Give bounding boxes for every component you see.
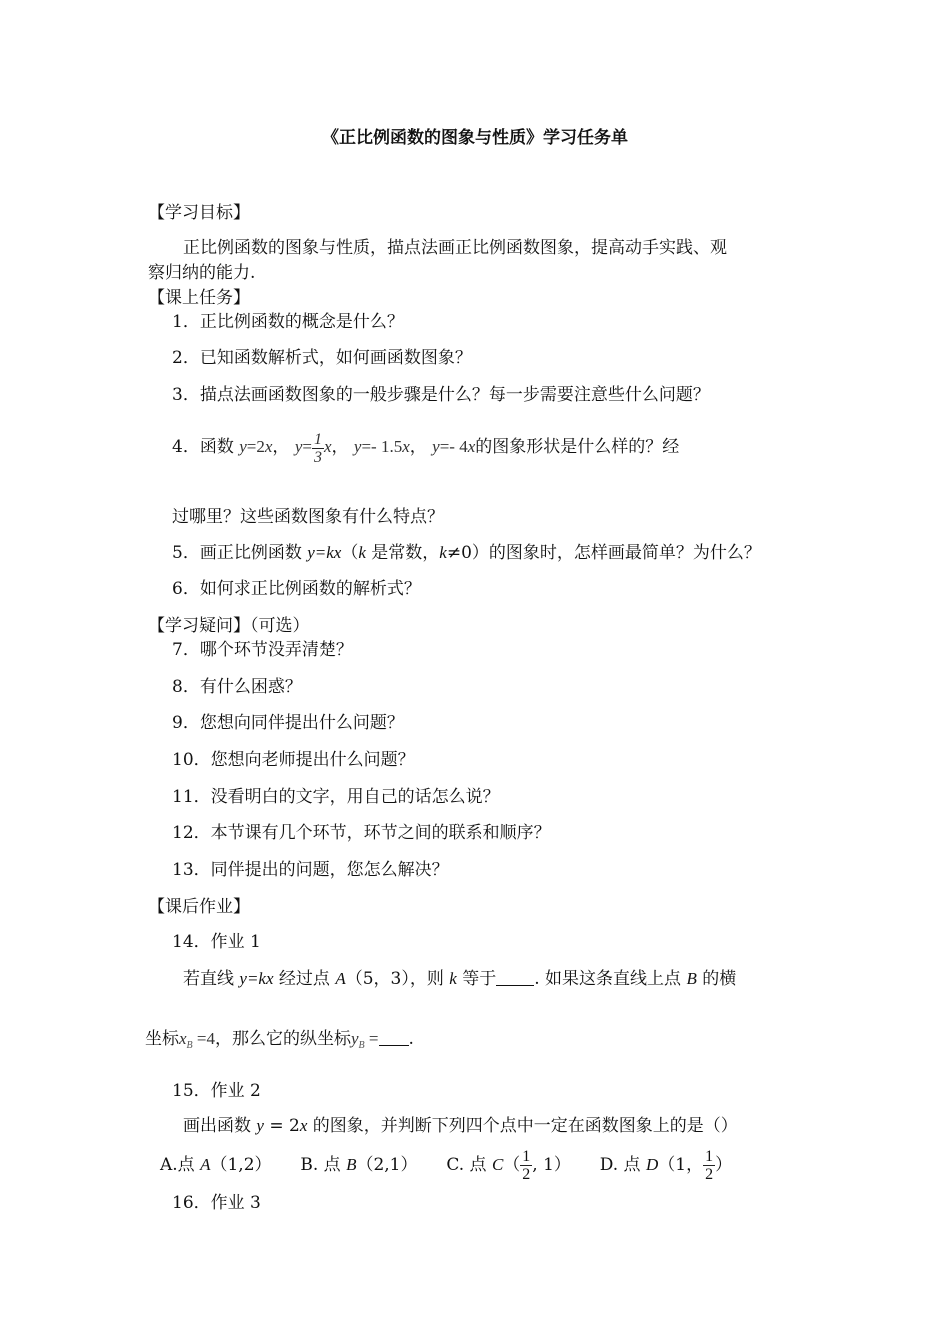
task-5: 5．画正比例函数 y=kx（k 是常数，k≠0）的图象时，怎样画最简单？为什么？ (172, 543, 761, 563)
question-7: 7．哪个环节没弄清楚？ (172, 640, 353, 660)
task-4-line2: 过哪里？这些函数图象有什么特点？ (172, 507, 444, 527)
task-4-prefix: 4．函数 (172, 437, 234, 457)
homework-heading: 【课后作业】 (148, 897, 250, 917)
formula-y-neg4x: y=- 4x (432, 437, 476, 456)
optional-note: （可选） (250, 616, 310, 636)
homework-1-label: 14．作业 1 (172, 932, 261, 952)
task-1: 1．正比例函数的概念是什么？ (172, 312, 404, 332)
formula-y-third-x: y= $\frac{1}{3}$ x (294, 430, 332, 466)
question-12: 12．本节课有几个环节，环节之间的联系和顺序？ (172, 823, 551, 843)
class-tasks-heading: 【课上任务】 (148, 288, 250, 308)
question-9: 9．您想向同伴提出什么问题？ (172, 713, 404, 733)
homework-1-text-line2: 坐标$x_B =4$，那么它的纵坐标$y_B$ = . (145, 1029, 414, 1051)
option-c: C. 点 C（ $\frac{1}{2}$ , 1） (446, 1148, 571, 1183)
fraction-one-half: $\frac{1}{2}$ (522, 1148, 531, 1183)
homework-3-label: 16．作业 3 (172, 1193, 261, 1213)
questions-heading: 【学习疑问】（可选） (148, 616, 310, 636)
separator: ， (409, 437, 427, 457)
task-6: 6．如何求正比例函数的解析式？ (172, 579, 421, 599)
task-4-suffix: 的图象形状是什么样的？经 (475, 437, 680, 457)
homework-2-label: 15．作业 2 (172, 1081, 261, 1101)
task-2: 2．已知函数解析式，如何画函数图象？ (172, 348, 472, 368)
goals-heading: 【学习目标】 (148, 203, 250, 223)
separator: ， (272, 437, 290, 457)
separator: ， (331, 437, 349, 457)
homework-1-text-line1: 若直线 y=kx 经过点 A（5，3），则 k 等于 . 如果这条直线上点 B 的横 (183, 969, 737, 989)
formula-y-neg1.5x: y=- 1.5x (353, 437, 410, 456)
goals-text-line2: 察归纳的能力. (148, 263, 256, 283)
option-b: B. 点 B（2,1） (300, 1155, 418, 1175)
question-11: 11．没看明白的文字，用自己的话怎么说？ (172, 787, 500, 807)
yb-expression: $y_B$ = (351, 1029, 379, 1051)
option-d: D. 点 D（1， $\frac{1}{2}$ ） (599, 1148, 733, 1183)
homework-2-options (160, 1148, 732, 1183)
task-3: 3．描点法画函数图象的一般步骤是什么？每一步需要注意些什么问题？ (172, 385, 710, 405)
page-title: 《正比例函数的图象与性质》学习任务单 (322, 128, 628, 148)
fraction-one-third: $\frac{1}{3}$ (313, 430, 322, 466)
formula-y-2x: y=2x (239, 437, 273, 456)
homework-2-text: 画出函数 y = 2x 的图象，并判断下列四个点中一定在函数图象上的是（） (183, 1116, 738, 1136)
answer-blank-yb (379, 1045, 409, 1046)
xb-expression: $x_B =4$ (179, 1029, 215, 1051)
option-a: A.点 A（1,2） (160, 1155, 272, 1175)
fraction-one-half: $\frac{1}{2}$ (705, 1148, 714, 1183)
question-8: 8．有什么困惑？ (172, 677, 302, 697)
question-13: 13．同伴提出的问题，您怎么解决？ (172, 860, 449, 880)
answer-blank-k (496, 985, 534, 986)
goals-text-line1: 正比例函数的图象与性质，描点法画正比例函数图象，提高动手实践、观 (183, 238, 727, 258)
question-10: 10．您想向老师提出什么问题？ (172, 750, 415, 770)
task-4 (172, 430, 679, 466)
